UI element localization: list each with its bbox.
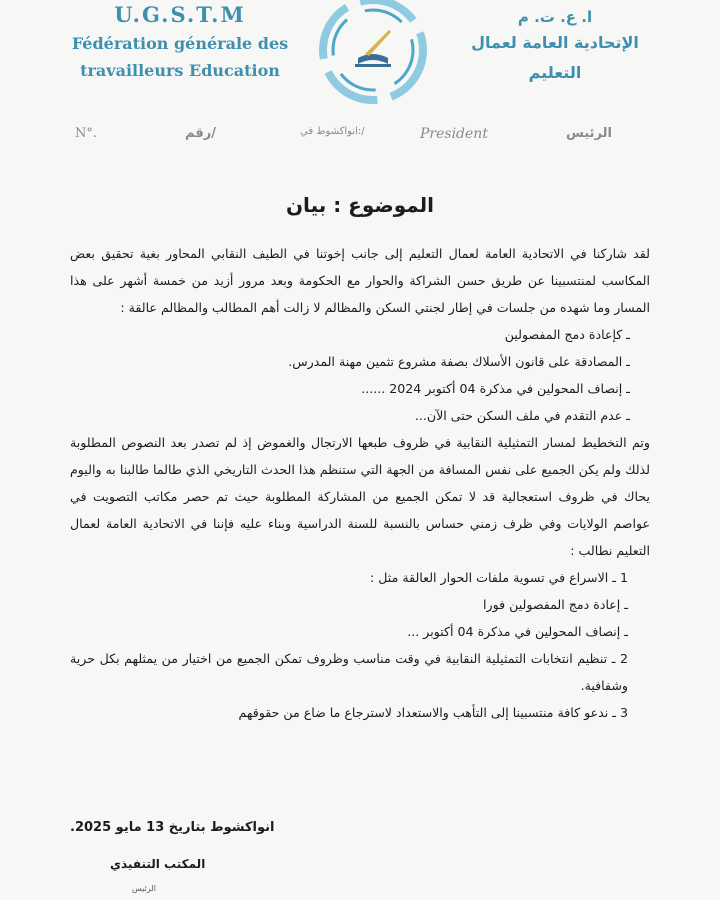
union-name-fr-line1: Fédération générale des [71, 34, 289, 53]
signatory-subtitle: الرئيس [132, 884, 156, 893]
president-label-ar: الرئيس [566, 126, 612, 141]
union-name-ar-line1: الإتحادية العامة لعمال [471, 33, 639, 52]
signature-date: انواكشوط بتاريخ 13 مايو 2025. [70, 820, 275, 835]
point-subitem: ـ إعادة دمج المفصولين فورا [483, 597, 628, 612]
point-item: 1 ـ الاسراع في تسوية ملفات الحوار العالقة مثل : [369, 570, 628, 585]
union-abbreviation-fr: U.G.S.T.M [114, 2, 246, 27]
subject-heading: الموضوع : بيان [285, 193, 435, 217]
union-name-ar-line2: التعليم [528, 63, 582, 82]
point-item: 3 ـ ندعو كافة منتسبينا إلى التأهب والاستعداد لاسترجاع ما ضاع من حقوقهم [238, 705, 628, 720]
letterhead-french [55, 2, 305, 81]
statement-body [70, 240, 650, 726]
letterhead-arabic [465, 8, 645, 86]
union-logo [303, 0, 443, 118]
president-label-fr: President [420, 126, 488, 142]
point-subitem: ـ إنصاف المحولين في مذكرة 04 أكتوبر ... [407, 624, 628, 639]
demand-item: ـ المصادقة على قانون الأسلاك بصفة مشروع تثمين مهنة المدرس. [288, 354, 630, 369]
union-abbreviation-ar: ا. ع. ت. م [517, 8, 593, 26]
number-label-fr: N°. [75, 126, 98, 141]
union-name-fr-line2: travailleurs Education [80, 61, 280, 80]
signatory-title: المكتب التنفيذي [110, 857, 206, 871]
demand-item: ـ إنصاف المحولين في مذكرة 04 أكتوبر 2024 ...... [361, 381, 630, 396]
middle-paragraph: وتم التخطيط لمسار التمثيلية النقابية في ظروف طبعها الارتجال والغموض إذ لم تصدر بعد النصوص المطلوبة لذلك ولم يكن الجميع على نفس المسافة من الجهة التي ستنظم هذا الحدث التاريخي الذي طالما طالبنا به واليوم يحاك في ظروف استعجالية قد لا تمكن الجميع من المشاركة المطلوبة حيث تم حصر مكاتب التصويت في عواصم الولايات وفي ظرف زمني حساس بالنسبة للسنة الدراسية وبناء عليه فإننا في الاتحادية العامة لعمال التعليم نطالب : [70, 435, 650, 558]
point-item: 2 ـ تنظيم انتخابات التمثيلية النقابية في وقت مناسب وظروف تمكن الجميع من اختيار من يمثلهم بكل حرية وشفافية. [70, 651, 628, 693]
demand-item: ـ كإعادة دمج المفصولين [504, 327, 630, 342]
reference-row [0, 122, 720, 150]
number-label-ar: رقم/ [185, 126, 216, 141]
letterhead [0, 0, 720, 120]
date-place-label: انواكشوط في:/ [300, 126, 365, 137]
demand-item: ـ عدم التقدم في ملف السكن حتى الآن... [414, 408, 630, 423]
intro-paragraph: لقد شاركنا في الاتحادية العامة لعمال التعليم إلى جانب إخوتنا في الطيف النقابي المحاور بغية تحقيق بعض المكاسب لمنتسبينا عن طريق حسن الشراكة والحوار مع الحكومة وبعد مرور أزيد من خمسة أشهر على هذا المسار وما شهده من جلسات في إطار لجنتي السكن والمظالم لا زالت أهم المطالب والمظالم عالقة : [70, 246, 650, 315]
